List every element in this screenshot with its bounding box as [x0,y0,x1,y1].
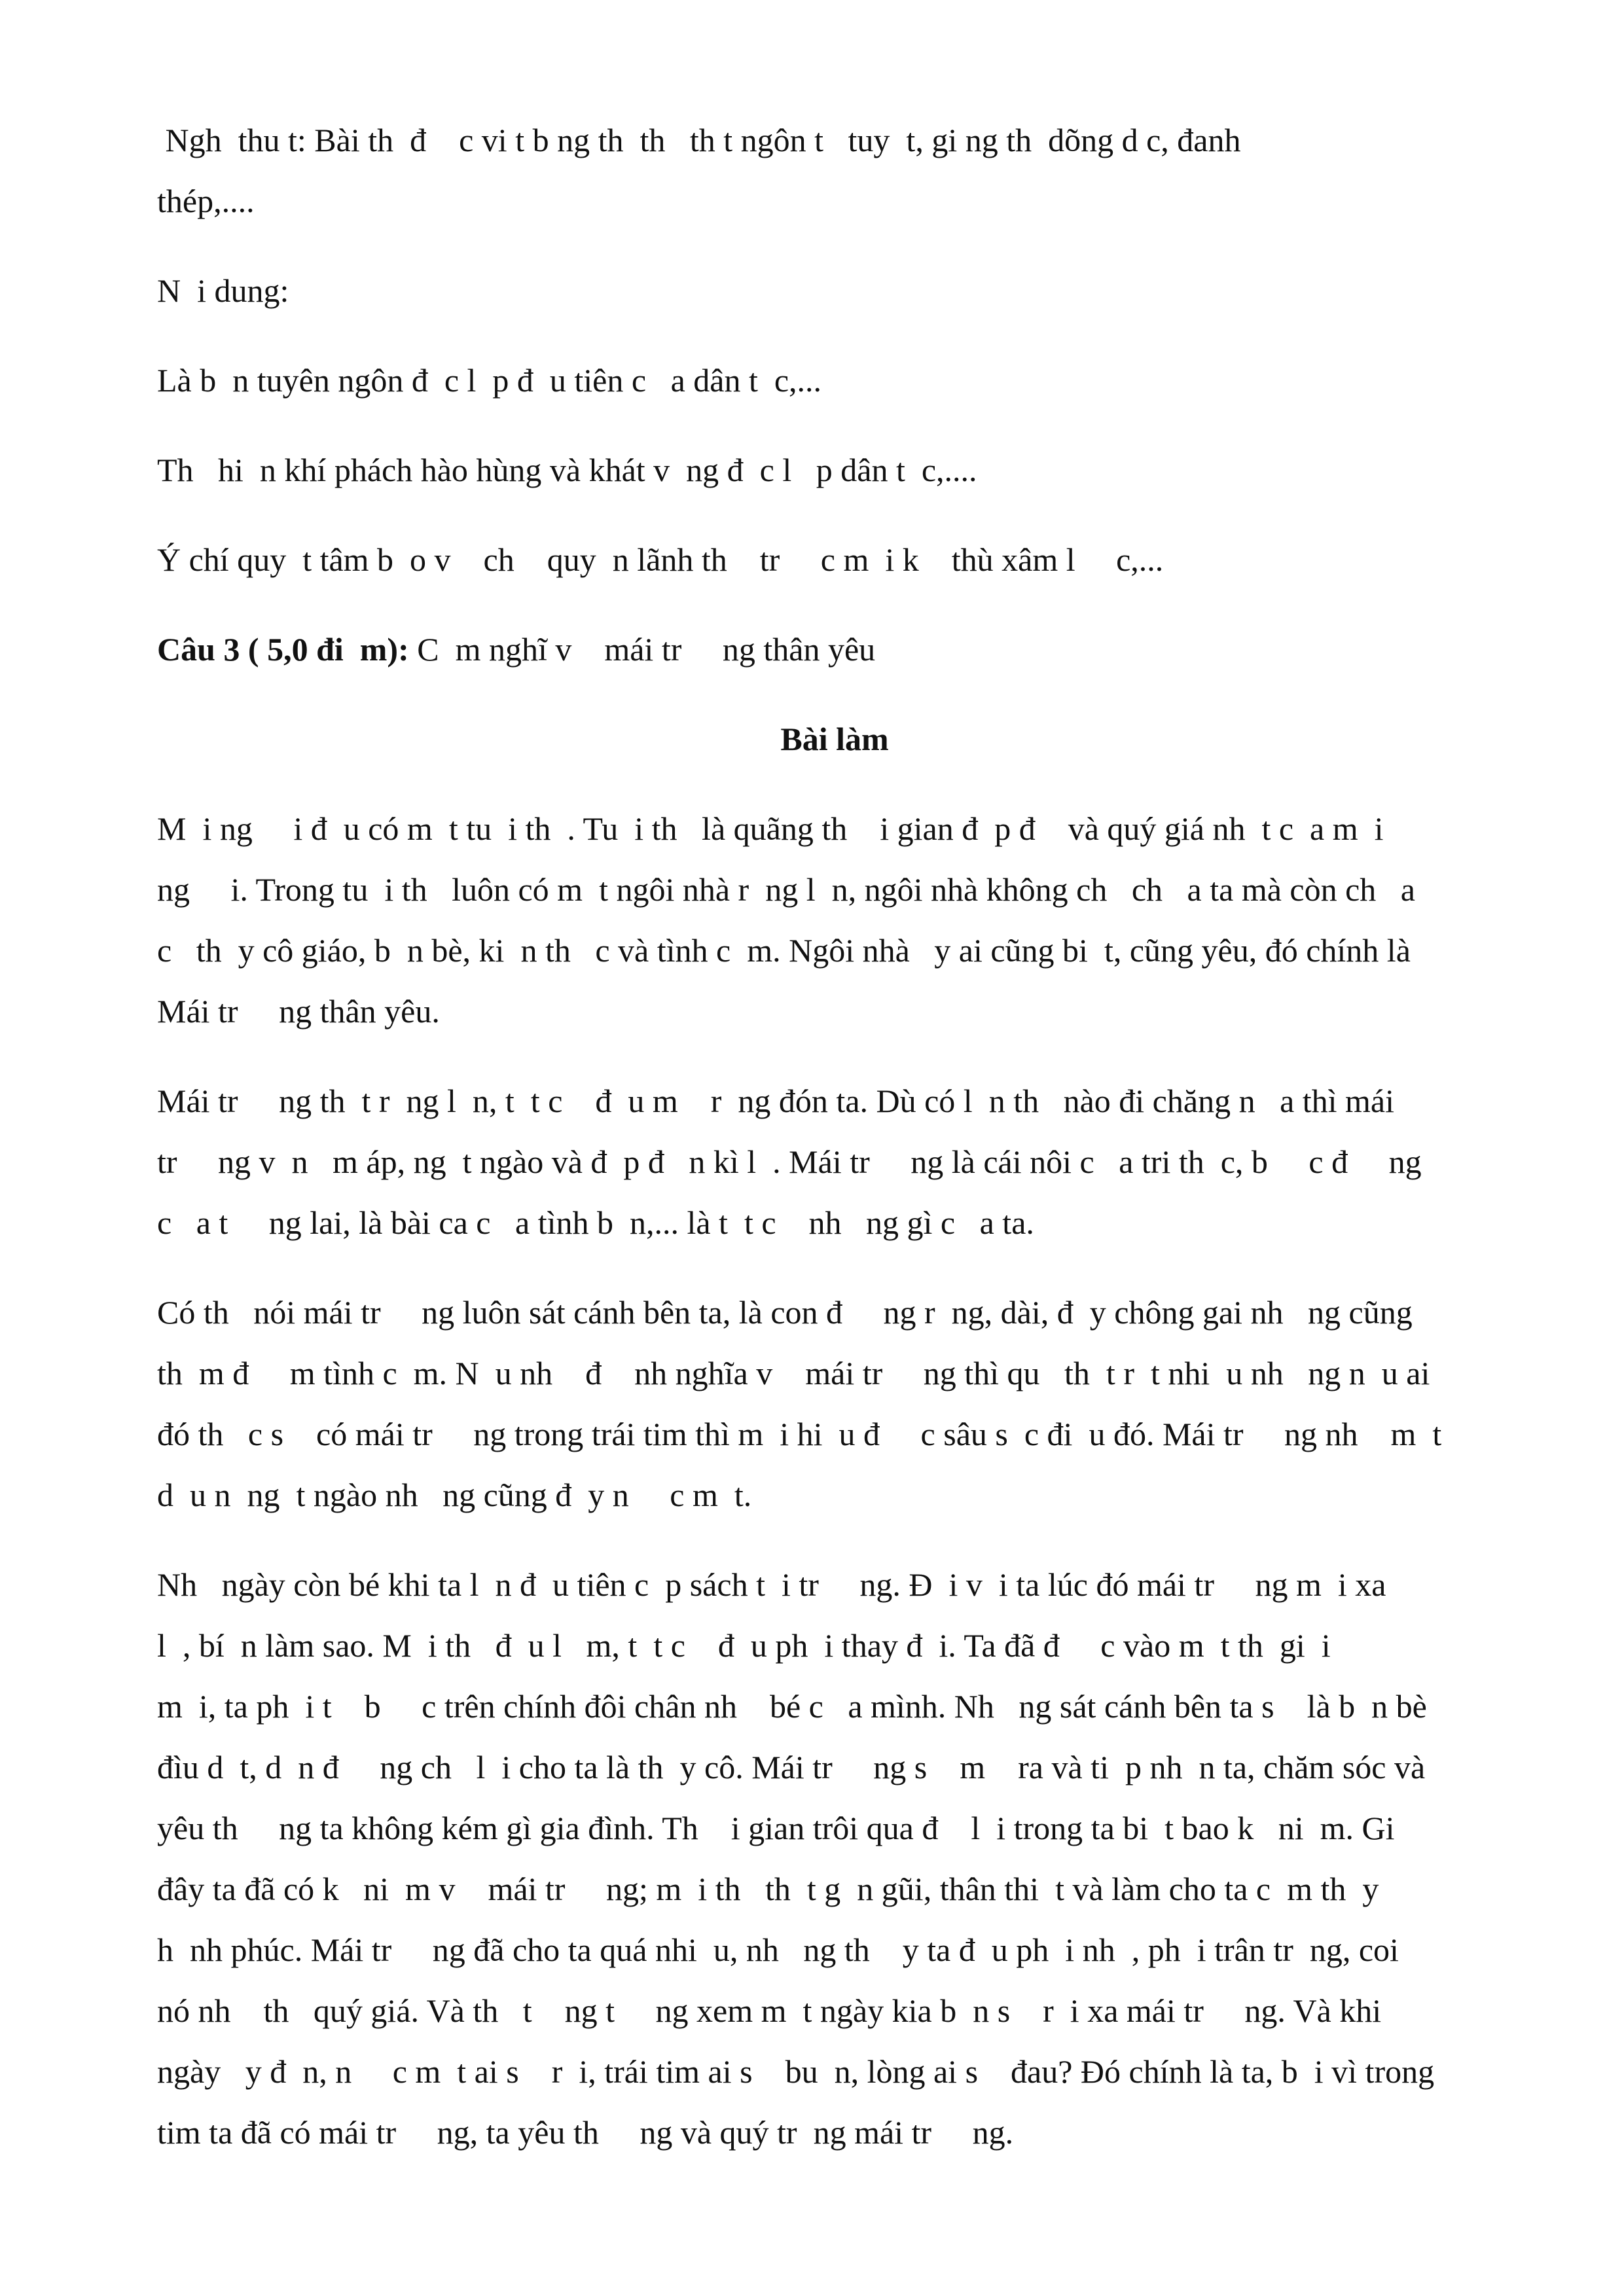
paragraph-line: đìu d t, d n đ ng ch l i cho ta là th y cô. Mái tr ng s m ra và ti p nh n ta, chăm sóc và [157,1749,1426,1785]
paragraph-line: h nh phúc. Mái tr ng đã cho ta quá nhi u, nh ng th y ta đ u ph i nh , ph i trân tr ng, coi [157,1931,1399,1968]
paragraph-line: Nh ngày còn bé khi ta l n đ u tiên c p sách t i tr ng. Đ i v i ta lúc đó mái tr ng m i xa [157,1566,1386,1603]
paragraph-line: tim ta đã có mái tr ng, ta yêu th ng và quý tr ng mái tr ng. [157,2114,1014,2151]
paragraph-line: đó th c s có mái tr ng trong trái tim thì m i hi u đ c sâu s c đi u đó. Mái tr ng nh m t [157,1416,1442,1452]
essay-title: Bài làm [780,721,889,757]
essay-paragraph-2 [157,1071,1512,1253]
paragraph-line: c a t ng lai, là bài ca c a tình b n,... là t t c nh ng gì c a ta. [157,1204,1034,1241]
art-line-2: thép,.... [157,183,255,219]
paragraph-line: tr ng v n m áp, ng t ngào và đ p đ n kì l . Mái tr ng là cái nôi c a tri th c, b c đ ng [157,1143,1422,1180]
paragraph-line: ngày y đ n, n c m t ai s r i, trái tim ai s bu n, lòng ai s đau? Đó chính là ta, b i vì trong [157,2053,1435,2090]
content-point-3: Ý chí quy t tâm b o v ch quy n lãnh th tr c m i k thù xâm l c,... [157,541,1164,578]
content-label: N i dung: [157,272,289,309]
content-point-2: Th hi n khí phách hào hùng và khát v ng đ c l p dân t c,.... [157,452,977,488]
content-point-1: Là b n tuyên ngôn đ c l p đ u tiên c a dân t c,... [157,362,822,399]
question-heading [157,619,1512,680]
paragraph-line: d u n ng t ngào nh ng cũng đ y n c m t. [157,1477,752,1513]
paragraph-line: yêu th ng ta không kém gì gia đình. Th i gian trôi qua đ l i trong ta bi t bao k ni m. Gi [157,1810,1395,1846]
question-label: Câu 3 ( 5,0 đi m): [157,631,409,668]
paragraph-line: ng i. Trong tu i th luôn có m t ngôi nhà r ng l n, ngôi nhà không ch ch a ta mà còn ch a [157,871,1415,908]
paragraph-line: đây ta đã có k ni m v mái tr ng; m i th th t g n gũi, thân thi t và làm cho ta c m th y [157,1871,1379,1907]
paragraph-line: M i ng i đ u có m t tu i th . Tu i th là quãng th i gian đ p đ và quý giá nh t c a m i [157,810,1384,847]
paragraph-line: nó nh th quý giá. Và th t ng t ng xem m t ngày kia b n s r i xa mái tr ng. Và khi [157,1992,1382,2029]
paragraph-line: Mái tr ng thân yêu. [157,993,440,1030]
document-page [157,110,1512,2163]
essay-paragraph-1 [157,798,1512,1042]
paragraph-line: l , bí n làm sao. M i th đ u l m, t t c đ u ph i thay đ i. Ta đã đ c vào m t th gi i [157,1627,1331,1664]
paragraph-line: th m đ m tình c m. N u nh đ nh nghĩa v mái tr ng thì qu th t r t nhi u nh ng n u ai [157,1355,1430,1391]
essay-paragraph-3 [157,1282,1512,1526]
essay-paragraph-4 [157,1554,1512,2163]
paragraph-line: c th y cô giáo, b n bè, ki n th c và tình c m. Ngôi nhà y ai cũng bi t, cũng yêu, đó chính là [157,932,1411,969]
art-line-1: Ngh thu t: Bài th đ c vi t b ng th th th t ngôn t tuy t, gi ng th dõng d c, đanh [157,122,1241,158]
paragraph-line: Có th nói mái tr ng luôn sát cánh bên ta, là con đ ng r ng, dài, đ y chông gai nh ng cũng [157,1294,1413,1331]
paragraph-line: Mái tr ng th t r ng l n, t t c đ u m r ng đón ta. Dù có l n th nào đi chăng n a thì mái [157,1083,1395,1119]
paragraph-line: m i, ta ph i t b c trên chính đôi chân nh bé c a mình. Nh ng sát cánh bên ta s là b n bè [157,1688,1427,1725]
question-topic: C m nghĩ v mái tr ng thân yêu [408,631,876,668]
